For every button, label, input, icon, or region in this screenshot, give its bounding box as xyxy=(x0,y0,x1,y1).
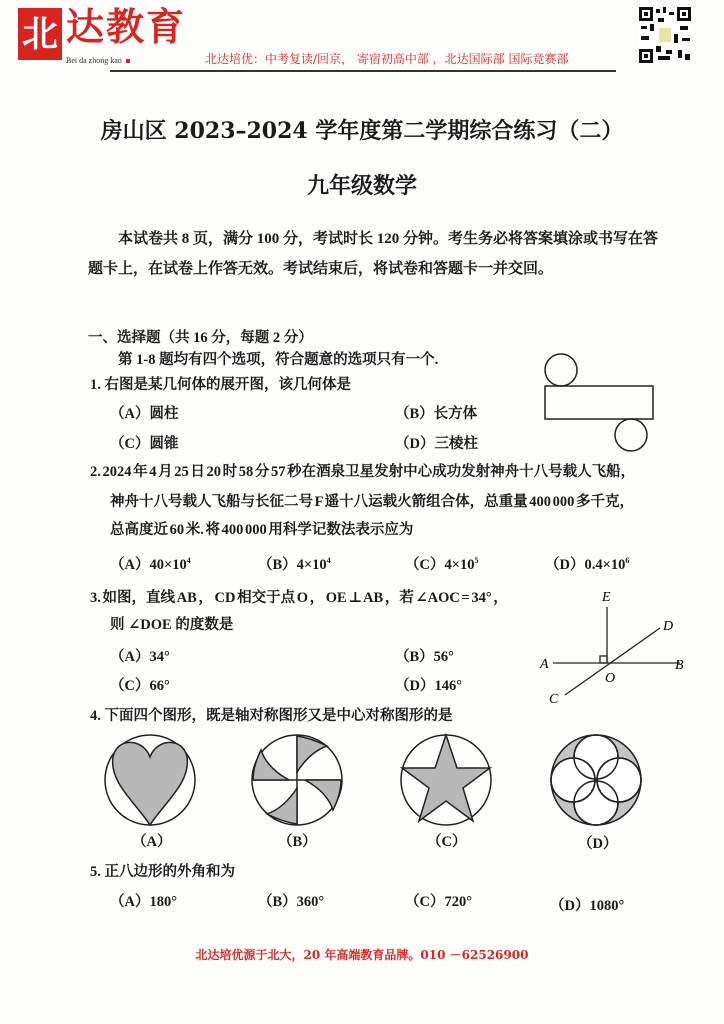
q2-d-text: （D）0.4×10 xyxy=(545,557,626,573)
q2-d-exp: 6 xyxy=(625,556,630,566)
figure-b-pinwheel xyxy=(252,735,342,825)
q3-option-b: （B）56° xyxy=(395,649,454,665)
label-e: E xyxy=(602,590,611,605)
intro-line-1: 本试卷共 8 页，满分 100 分，考试时长 120 分钟。考生务必将答案填涂或书写在答 xyxy=(118,231,659,247)
label-d: D xyxy=(663,619,674,634)
header-divider xyxy=(110,70,616,72)
label-b: B xyxy=(675,658,684,673)
q3-option-c: （C）66° xyxy=(110,678,170,694)
q5-stem: 5. 正八边形的外角和为 xyxy=(90,864,235,880)
q3-stem-2: 则 ∠DOE 的度数是 xyxy=(110,617,234,633)
q2-stem-line-2: 神舟十八号载人飞船与长征二号 F 遥十八运载火箭组合体，总重量 400 000 多千克， xyxy=(110,494,634,510)
q1-option-c: （C）圆锥 xyxy=(110,436,179,452)
label-o: O xyxy=(605,671,616,686)
q2-c-exp: 5 xyxy=(474,556,479,566)
q3-angle-figure xyxy=(535,585,695,710)
figure-c-star xyxy=(401,735,491,825)
q2-stem-line-1: 2. 2024 年 4 月 25 日 20 时 58 分 57 秒在酒泉卫星发射中心成功发射神舟十八号载人飞船， xyxy=(90,464,636,480)
q5-option-d: （D）1080° xyxy=(550,898,625,914)
q5-option-c: （C）720° xyxy=(405,894,473,910)
figure-d-circles xyxy=(551,735,641,825)
q3-option-a: （A）34° xyxy=(110,649,170,665)
q5-option-b: （B）360° xyxy=(258,894,325,910)
q2-a-exp: 4 xyxy=(186,556,191,566)
q1-option-a: （A）圆柱 xyxy=(110,406,179,422)
q2-option-b xyxy=(258,557,331,574)
q2-option-c xyxy=(405,557,478,574)
q3-option-d: （D）146° xyxy=(395,678,463,694)
header-tagline: 北达培优：中考复读/回京， 寄宿初高中部 ，北达国际部 国际竞赛部 xyxy=(205,52,569,66)
exam-subtitle: 九年级数学 xyxy=(306,173,417,199)
q5-option-a: （A）180° xyxy=(110,894,178,910)
q4-figures xyxy=(95,732,655,832)
q4-label-a: （A） xyxy=(132,834,172,850)
logo-pinyin-text: Bei da zhong kao xyxy=(66,56,122,65)
label-c: C xyxy=(549,692,559,707)
q1-option-d: （D）三棱柱 xyxy=(395,436,478,452)
q1-stem: 1. 右图是某几何体的展开图，该几何体是 xyxy=(90,377,351,393)
q2-stem-line-3: 总高度近 60 米. 将 400 000 用科学记数法表示应为 xyxy=(110,522,414,538)
q4-label-b: （B） xyxy=(278,834,317,850)
q2-b-text: （B）4×10 xyxy=(258,557,327,573)
q2-b-exp: 4 xyxy=(326,556,331,566)
q2-c-text: （C）4×10 xyxy=(405,557,475,573)
qr-code-icon xyxy=(638,6,692,64)
q4-label-c: （C） xyxy=(427,834,467,850)
q2-a-text: （A）40×10 xyxy=(110,557,187,573)
q1-option-b: （B）长方体 xyxy=(395,406,478,422)
q1-net-figure xyxy=(540,350,660,455)
intro-line-2: 题卡上，在试卷上作答无效。考试结束后，将试卷和答题卡一并交回。 xyxy=(88,261,554,277)
section-heading: 一、选择题（共 16 分，每题 2 分） xyxy=(88,330,313,346)
logo-mark: 北 xyxy=(18,8,62,60)
q4-stem: 4. 下面四个图形，既是轴对称图形又是中心对称图形的是 xyxy=(90,708,453,724)
section-note: 第 1-8 题均有四个选项，符合题意的选项只有一个. xyxy=(118,352,439,368)
logo-text: 达教育 xyxy=(66,4,187,49)
q3-stem: 3. 如图，直线 AB ， CD 相交于点 O ， OE ⊥ AB ，若 ∠AOC = 34° ， xyxy=(90,590,508,606)
q4-label-d: （D） xyxy=(578,836,618,852)
q2-option-d xyxy=(545,557,629,574)
footer-note: 北达培优源于北大，20 年高端教育品牌。010 －62526900 xyxy=(195,948,529,962)
figure-a-heart xyxy=(105,735,195,825)
logo-pinyin xyxy=(66,56,130,66)
q2-option-a xyxy=(110,557,191,574)
exam-title: 房山区 2023–2024 学年度第二学期综合练习（二） xyxy=(100,118,624,144)
label-a: A xyxy=(540,657,549,672)
